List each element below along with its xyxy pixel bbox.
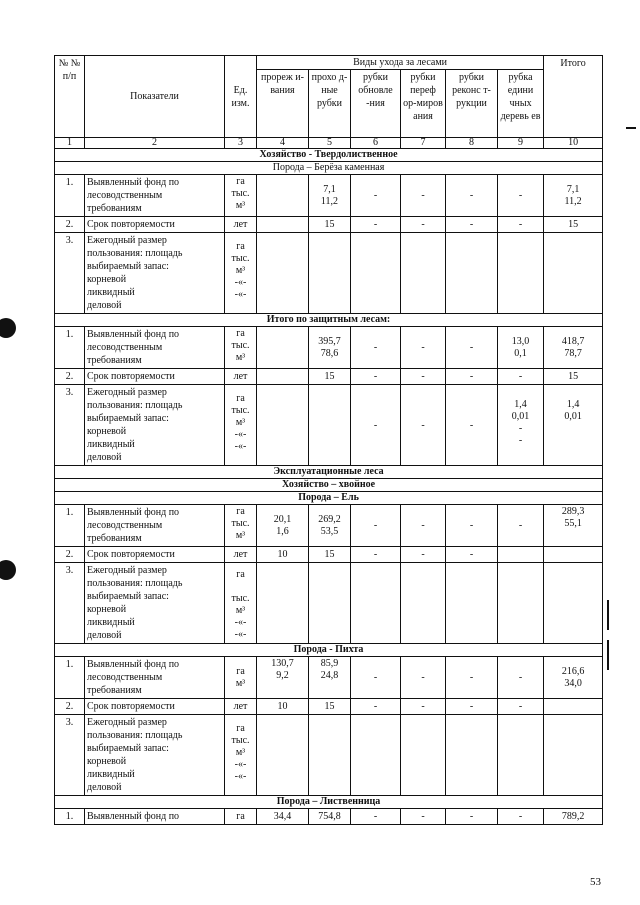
value-cell: -: [446, 217, 498, 233]
indicator-cell: Срок повторяемости: [85, 699, 225, 715]
row-number: 1.: [55, 809, 85, 825]
col-num: 6: [351, 138, 401, 149]
value-cell: [401, 715, 446, 796]
value-cell: -: [498, 369, 544, 385]
value-cell: [351, 563, 401, 644]
section-title: Эксплуатационные леса: [55, 466, 603, 479]
total-cell: 216,6 34,0: [544, 657, 603, 699]
total-cell: 1,4 0,01: [544, 385, 603, 466]
margin-mark-decoration: [607, 600, 609, 630]
value-cell: [257, 217, 309, 233]
value-cell: 1,4 0,01 - -: [498, 385, 544, 466]
header-col-reconstruction-cutting: рубки реконс т-рукции: [446, 70, 498, 138]
total-cell: 289,3 55,1: [544, 505, 603, 547]
unit-cell: га: [225, 809, 257, 825]
value-cell: -: [498, 505, 544, 547]
total-cell: [544, 547, 603, 563]
indicator-cell: Ежегодный размер пользования: площадь выбираемый запас: корневой ликвидный деловой: [85, 563, 225, 644]
value-cell: -: [351, 547, 401, 563]
breed-title: Порода - Пихта: [55, 644, 603, 657]
header-unit: Ед. изм.: [225, 56, 257, 138]
section-heading: [55, 644, 603, 657]
col-num: 5: [309, 138, 351, 149]
value-cell: -: [351, 175, 401, 217]
value-cell: 85,9 24,8: [309, 657, 351, 699]
section-title: Хозяйство – хвойное: [55, 479, 603, 492]
value-cell: -: [401, 327, 446, 369]
value-cell: -: [446, 657, 498, 699]
total-cell: 15: [544, 217, 603, 233]
header-indicators: Показатели: [85, 56, 225, 138]
row-number: 1.: [55, 505, 85, 547]
row-number: 2.: [55, 217, 85, 233]
value-cell: -: [401, 809, 446, 825]
value-cell: 269,2 53,5: [309, 505, 351, 547]
value-cell: -: [401, 369, 446, 385]
value-cell: [351, 233, 401, 314]
indicator-cell: Срок повторяемости: [85, 217, 225, 233]
value-cell: [498, 547, 544, 563]
unit-cell: лет: [225, 217, 257, 233]
header-col-renewal-cutting: рубки обновле -ния: [351, 70, 401, 138]
indicator-cell: Выявленный фонд по лесоводственным требованиям: [85, 327, 225, 369]
table-row: [55, 369, 603, 385]
table-row: [55, 715, 603, 796]
section-heading: [55, 479, 603, 492]
total-cell: 7,1 11,2: [544, 175, 603, 217]
table-row: [55, 563, 603, 644]
value-cell: -: [351, 657, 401, 699]
unit-cell: га тыс. м³ -«- -«-: [225, 233, 257, 314]
col-num: 8: [446, 138, 498, 149]
section-title: Хозяйство - Твердолиственное: [55, 149, 603, 162]
total-cell: 15: [544, 369, 603, 385]
value-cell: 754,8: [309, 809, 351, 825]
col-num: 10: [544, 138, 603, 149]
unit-cell: га м³: [225, 657, 257, 699]
row-number: 3.: [55, 385, 85, 466]
unit-cell: га тыс. м³ -«- -«-: [225, 563, 257, 644]
value-cell: [351, 715, 401, 796]
table-row: [55, 233, 603, 314]
punch-hole-decoration: [0, 560, 16, 580]
indicator-cell: Срок повторяемости: [85, 547, 225, 563]
indicator-cell: Выявленный фонд по лесоводственным требованиям: [85, 175, 225, 217]
value-cell: [498, 233, 544, 314]
value-cell: [309, 385, 351, 466]
indicator-cell: Ежегодный размер пользования: площадь выбираемый запас: корневой ликвидный деловой: [85, 715, 225, 796]
section-heading: [55, 314, 603, 327]
table-row: [55, 385, 603, 466]
total-cell: [544, 563, 603, 644]
value-cell: 130,7 9,2: [257, 657, 309, 699]
header-num: № № п/п: [55, 56, 85, 138]
value-cell: [401, 233, 446, 314]
value-cell: 7,1 11,2: [309, 175, 351, 217]
value-cell: [309, 715, 351, 796]
value-cell: [257, 369, 309, 385]
value-cell: -: [446, 809, 498, 825]
breed-title: Порода – Ель: [55, 492, 603, 505]
col-num: 7: [401, 138, 446, 149]
table-row: [55, 699, 603, 715]
value-cell: 15: [309, 369, 351, 385]
header-total: Итого: [544, 56, 603, 138]
row-number: 1.: [55, 175, 85, 217]
col-num: 2: [85, 138, 225, 149]
total-cell: 789,2: [544, 809, 603, 825]
row-number: 3.: [55, 715, 85, 796]
col-num: 9: [498, 138, 544, 149]
unit-cell: лет: [225, 547, 257, 563]
col-num: 1: [55, 138, 85, 149]
unit-cell: га тыс. м³ -«- -«-: [225, 715, 257, 796]
header-care-types: Виды ухода за лесами: [257, 56, 544, 70]
value-cell: -: [351, 505, 401, 547]
total-cell: [544, 715, 603, 796]
row-number: 1.: [55, 657, 85, 699]
unit-cell: лет: [225, 699, 257, 715]
value-cell: -: [446, 699, 498, 715]
row-number: 2.: [55, 369, 85, 385]
unit-cell: га тыс. м³: [225, 327, 257, 369]
table-row: [55, 657, 603, 699]
value-cell: [401, 563, 446, 644]
value-cell: -: [401, 547, 446, 563]
value-cell: -: [401, 699, 446, 715]
table-row: [55, 217, 603, 233]
header-row-1: [55, 56, 603, 70]
value-cell: 15: [309, 547, 351, 563]
table-row: [55, 505, 603, 547]
indicator-cell: Выявленный фонд по лесоводственным требованиям: [85, 657, 225, 699]
unit-cell: га тыс. м³: [225, 175, 257, 217]
value-cell: 395,7 78,6: [309, 327, 351, 369]
indicator-cell: Срок повторяемости: [85, 369, 225, 385]
value-cell: -: [498, 657, 544, 699]
margin-mark-decoration: [626, 127, 636, 129]
value-cell: [257, 385, 309, 466]
table-row: [55, 175, 603, 217]
header-col-thinning: прореж и-вания: [257, 70, 309, 138]
section-heading: [55, 796, 603, 809]
value-cell: [257, 175, 309, 217]
row-number: 3.: [55, 233, 85, 314]
indicator-cell: Ежегодный размер пользования: площадь выбираемый запас: корневой ликвидный деловой: [85, 233, 225, 314]
indicator-cell: Выявленный фонд по: [85, 809, 225, 825]
value-cell: -: [446, 385, 498, 466]
value-cell: [498, 715, 544, 796]
value-cell: -: [351, 217, 401, 233]
value-cell: 20,1 1,6: [257, 505, 309, 547]
value-cell: [257, 233, 309, 314]
header-col-single-tree-cutting: рубка едини чных деревь ев: [498, 70, 544, 138]
value-cell: -: [401, 657, 446, 699]
value-cell: -: [401, 385, 446, 466]
section-heading: [55, 492, 603, 505]
value-cell: 34,4: [257, 809, 309, 825]
value-cell: 10: [257, 699, 309, 715]
section-heading: [55, 149, 603, 162]
row-number: 2.: [55, 547, 85, 563]
value-cell: -: [446, 547, 498, 563]
value-cell: [257, 327, 309, 369]
value-cell: -: [498, 217, 544, 233]
breed-title: Порода – Лиственница: [55, 796, 603, 809]
value-cell: -: [351, 327, 401, 369]
header-col-passage-cutting: прохо д-ные рубки: [309, 70, 351, 138]
value-cell: [446, 563, 498, 644]
section-subheading: [55, 162, 603, 175]
value-cell: -: [351, 699, 401, 715]
value-cell: -: [446, 327, 498, 369]
value-cell: -: [401, 505, 446, 547]
value-cell: -: [446, 175, 498, 217]
unit-cell: лет: [225, 369, 257, 385]
value-cell: [446, 233, 498, 314]
value-cell: [498, 563, 544, 644]
value-cell: [309, 233, 351, 314]
forest-care-table: [54, 55, 603, 825]
indicator-cell: Ежегодный размер пользования: площадь выбираемый запас: корневой ликвидный деловой: [85, 385, 225, 466]
col-num: 4: [257, 138, 309, 149]
value-cell: [257, 563, 309, 644]
value-cell: -: [351, 369, 401, 385]
col-num: 3: [225, 138, 257, 149]
value-cell: -: [498, 809, 544, 825]
table-row: [55, 547, 603, 563]
total-cell: [544, 233, 603, 314]
column-number-row: [55, 138, 603, 149]
section-title: Итого по защитным лесам:: [55, 314, 603, 327]
value-cell: -: [351, 385, 401, 466]
punch-hole-decoration: [0, 318, 16, 338]
table-row: [55, 809, 603, 825]
margin-mark-decoration: [607, 640, 609, 670]
breed-title: Порода – Берёза каменная: [55, 162, 603, 175]
value-cell: -: [351, 809, 401, 825]
value-cell: [309, 563, 351, 644]
value-cell: 15: [309, 699, 351, 715]
table-row: [55, 327, 603, 369]
value-cell: 15: [309, 217, 351, 233]
total-cell: [544, 699, 603, 715]
section-heading: [55, 466, 603, 479]
forest-care-table-container: [54, 55, 602, 825]
total-cell: 418,7 78,7: [544, 327, 603, 369]
page-number: 53: [590, 876, 601, 888]
value-cell: 13,0 0,1: [498, 327, 544, 369]
value-cell: -: [401, 175, 446, 217]
value-cell: -: [498, 699, 544, 715]
unit-cell: га тыс. м³: [225, 505, 257, 547]
value-cell: [257, 715, 309, 796]
value-cell: [446, 715, 498, 796]
value-cell: -: [498, 175, 544, 217]
row-number: 2.: [55, 699, 85, 715]
value-cell: -: [446, 369, 498, 385]
value-cell: -: [446, 505, 498, 547]
header-col-reformation-cutting: рубки переф ор-миров ания: [401, 70, 446, 138]
row-number: 3.: [55, 563, 85, 644]
value-cell: 10: [257, 547, 309, 563]
unit-cell: га тыс. м³ -«- -«-: [225, 385, 257, 466]
row-number: 1.: [55, 327, 85, 369]
indicator-cell: Выявленный фонд по лесоводственным требованиям: [85, 505, 225, 547]
value-cell: -: [401, 217, 446, 233]
